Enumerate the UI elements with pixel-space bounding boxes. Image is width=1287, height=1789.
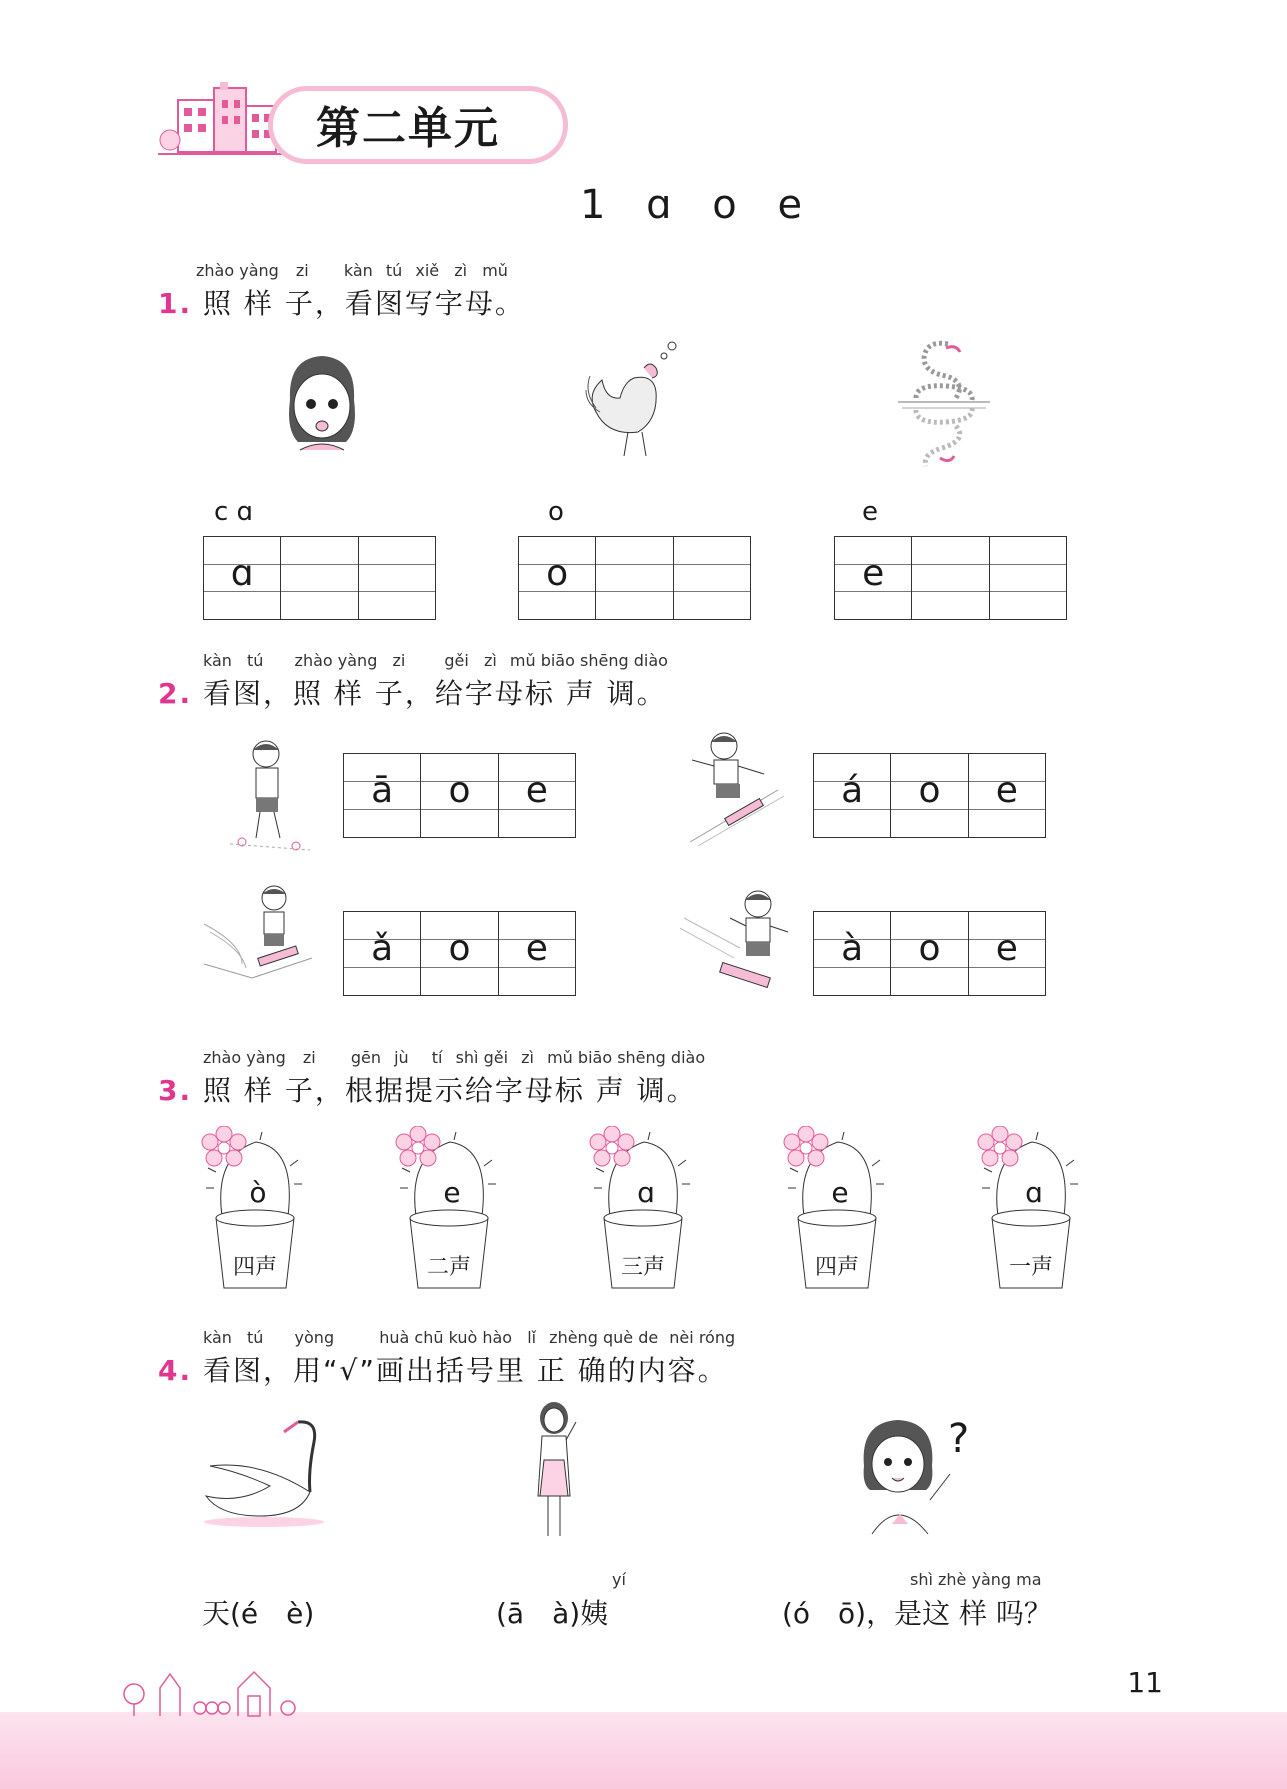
- pinyin: zi: [302, 1048, 316, 1067]
- blank-cell[interactable]: [359, 537, 435, 619]
- question-number: 4.: [158, 1354, 193, 1387]
- grid-letter[interactable]: e: [995, 770, 1018, 811]
- swan-icon: [200, 1412, 340, 1528]
- cactus-letter: e: [831, 1176, 849, 1209]
- q1-label-1: c ɑ: [214, 497, 254, 527]
- tone-hint: 三声: [620, 1255, 665, 1280]
- question-text: 看图，用“√”画出括号里 正 确的内容。: [203, 1354, 728, 1387]
- q1-label-2: o: [548, 497, 564, 527]
- blank-cell[interactable]: [990, 537, 1066, 619]
- blank-cell[interactable]: [674, 537, 750, 619]
- pinyin: què: [602, 1328, 634, 1347]
- grid-letter: ɑ: [230, 553, 254, 594]
- question-text: 照 样 子，根据提示给字母标 声 调。: [203, 1074, 697, 1107]
- pinyin: zì: [454, 261, 468, 280]
- pinyin: róng: [698, 1328, 736, 1347]
- cactus-letter: ò: [249, 1176, 267, 1209]
- girl-face-icon: [280, 350, 364, 454]
- grid-letter: ā: [371, 770, 394, 811]
- pinyin: zhào: [294, 651, 333, 670]
- writing-grid: [203, 536, 436, 620]
- grid-letter[interactable]: o: [918, 770, 941, 811]
- cactus-letter: e: [443, 1176, 461, 1209]
- grid-letter: à: [841, 928, 864, 969]
- tone-hint: 四声: [814, 1255, 859, 1280]
- pinyin: shēng: [617, 1048, 666, 1067]
- tone-grid: [343, 911, 576, 996]
- grid-letter: e: [862, 553, 885, 594]
- q4-pinyin: [203, 1328, 735, 1347]
- pinyin: gěi: [444, 651, 469, 670]
- q1-prompt: [158, 282, 525, 322]
- pinyin: mǔ: [547, 1048, 573, 1067]
- answer-aunt[interactable]: (ā à)姨: [496, 1597, 609, 1630]
- question-number: 1.: [158, 287, 193, 320]
- pinyin: zhào: [203, 1048, 242, 1067]
- q4-prompt: [158, 1349, 728, 1389]
- blank-cell[interactable]: [596, 537, 673, 619]
- goose-reflection-icon: [896, 336, 992, 470]
- skater-downhill-icon: [680, 888, 790, 1000]
- tone-grid: [343, 753, 576, 838]
- town-decoration-icon: [120, 1664, 310, 1718]
- pinyin: diào: [633, 651, 668, 670]
- writing-grid: [834, 536, 1067, 620]
- cactus-row: [200, 1126, 1200, 1296]
- pinyin: zi: [295, 261, 309, 280]
- skater-standing-icon: [226, 738, 312, 858]
- pinyin: diào: [670, 1048, 706, 1067]
- pinyin: lǐ: [527, 1328, 537, 1347]
- writing-grid: [518, 536, 751, 620]
- skater-uphill-icon: [688, 730, 788, 850]
- blank-cell[interactable]: [281, 537, 358, 619]
- page-number: 11: [1127, 1666, 1163, 1699]
- pinyin: kàn: [343, 261, 373, 280]
- pinyin: kàn: [203, 651, 232, 670]
- pinyin: zhào: [196, 261, 235, 280]
- answer-swan[interactable]: 天(é è): [202, 1597, 315, 1630]
- grid-letter[interactable]: o: [448, 770, 471, 811]
- blank-cell[interactable]: [912, 537, 989, 619]
- pinyin: tú: [385, 261, 403, 280]
- pinyin: gēn: [350, 1048, 381, 1067]
- answer-pinyin: shì zhè yàng ma: [910, 1570, 1042, 1589]
- pinyin: kàn: [203, 1328, 232, 1347]
- footer-band: [0, 1712, 1287, 1789]
- pinyin: zì: [483, 651, 497, 670]
- q1-pinyin: [196, 261, 508, 280]
- rooster-icon: [584, 338, 684, 462]
- pinyin: xiě: [415, 261, 440, 280]
- pinyin: chū: [414, 1328, 444, 1347]
- pinyin: zi: [392, 651, 406, 670]
- pinyin: yàng: [246, 1048, 286, 1067]
- pinyin: kuò: [448, 1328, 478, 1347]
- tone-grid: [813, 911, 1046, 996]
- pinyin: de: [638, 1328, 659, 1347]
- pinyin: tú: [247, 1328, 264, 1347]
- cactus-letter: ɑ: [637, 1176, 655, 1209]
- pinyin: zhèng: [549, 1328, 598, 1347]
- skater-dip-icon: [202, 884, 314, 984]
- q3-prompt: [158, 1069, 697, 1109]
- question-number: 3.: [158, 1074, 193, 1107]
- pinyin: mǔ: [509, 651, 536, 670]
- pinyin: yòng: [294, 1328, 335, 1347]
- tone-grid: [813, 753, 1046, 838]
- pinyin: yàng: [239, 261, 279, 280]
- pinyin: shì: [455, 1048, 479, 1067]
- pinyin: hào: [482, 1328, 513, 1347]
- grid-letter[interactable]: e: [995, 928, 1018, 969]
- q2-prompt: [158, 672, 667, 712]
- pinyin: zì: [521, 1048, 534, 1067]
- pinyin: biāo: [577, 1048, 613, 1067]
- pinyin: tí: [431, 1048, 443, 1067]
- q1-label-3: e: [862, 497, 878, 527]
- question-text: 照 样 子，看图写字母。: [203, 287, 525, 320]
- pinyin: biāo: [540, 651, 575, 670]
- question-number: 2.: [158, 677, 193, 710]
- question-mark: ?: [948, 1416, 970, 1462]
- pinyin: shēng: [580, 651, 629, 670]
- q3-pinyin: [203, 1048, 705, 1067]
- pinyin: mǔ: [482, 261, 508, 280]
- q2-pinyin: [203, 651, 668, 670]
- cactus-letter: ɑ: [1025, 1176, 1043, 1209]
- tone-hint: 四声: [232, 1255, 277, 1280]
- aunt-icon: [526, 1400, 586, 1546]
- pinyin: jù: [394, 1048, 409, 1067]
- answer-pinyin: yí: [612, 1570, 626, 1589]
- grid-letter: o: [546, 553, 569, 594]
- tone-hint: 二声: [426, 1255, 471, 1280]
- grid-letter[interactable]: o: [918, 928, 941, 969]
- grid-letter[interactable]: e: [525, 770, 548, 811]
- grid-letter[interactable]: e: [525, 928, 548, 969]
- unit-banner: [158, 80, 558, 158]
- question-text: 看图，照 样 子，给字母标 声 调。: [203, 677, 667, 710]
- lesson-title: 1 ɑ o e: [580, 182, 817, 228]
- grid-letter: ǎ: [371, 928, 394, 969]
- grid-letter: á: [841, 770, 864, 811]
- unit-title: 第二单元: [316, 103, 500, 154]
- pinyin: tú: [247, 651, 264, 670]
- pinyin: gěi: [483, 1048, 509, 1067]
- pinyin: nèi: [669, 1328, 694, 1347]
- pinyin: huà: [379, 1328, 410, 1347]
- tone-hint: 一声: [1008, 1255, 1053, 1280]
- answer-question[interactable]: (ó ō)，是这 样 吗？: [782, 1597, 1052, 1630]
- pinyin: yàng: [337, 651, 378, 670]
- grid-letter[interactable]: o: [448, 928, 471, 969]
